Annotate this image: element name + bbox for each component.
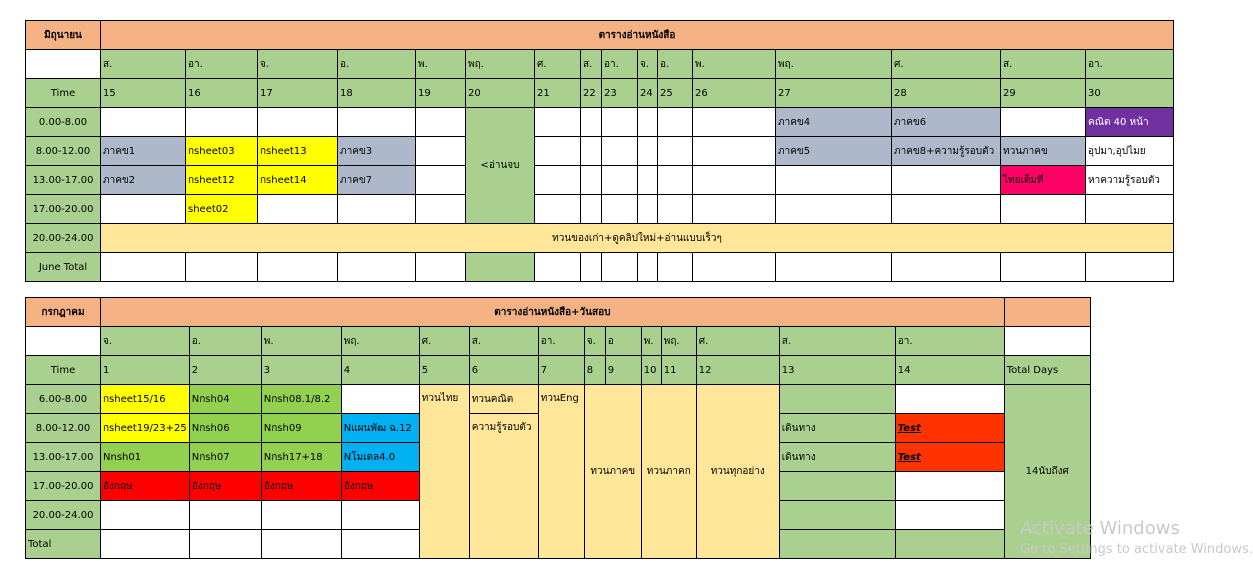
blank-cell — [1004, 327, 1090, 356]
schedule-cell[interactable] — [581, 108, 602, 137]
schedule-cell[interactable] — [535, 166, 581, 195]
time-slot-label: 17.00-20.00 — [26, 472, 101, 501]
day-cell: อา. — [895, 327, 1004, 356]
schedule-cell[interactable]: กsheet15/16 — [101, 385, 190, 414]
test-label: Test — [897, 451, 921, 463]
date-cell: 2 — [189, 356, 261, 385]
activate-windows-watermark: Activate Windows — [1020, 518, 1180, 539]
schedule-cell[interactable]: ไทยเต็มที่ — [1001, 166, 1086, 195]
july-schedule-table — [25, 297, 1091, 559]
time-slot-label: 17.00-20.00 — [26, 195, 101, 224]
schedule-cell[interactable]: ภาคข2 — [101, 166, 186, 195]
total-cell[interactable] — [779, 530, 895, 559]
schedule-cell[interactable] — [638, 166, 658, 195]
month-label: มิถุนายน — [26, 21, 101, 50]
schedule-cell[interactable] — [779, 385, 895, 414]
schedule-cell[interactable]: Nกsh04 — [189, 385, 261, 414]
schedule-cell[interactable]: Nแผนพัฒ ฉ.12 — [341, 414, 419, 443]
table-title: ตารางอ่านหนังสือ+วันสอบ — [101, 298, 1005, 327]
schedule-cell[interactable]: ทวนภาคข — [1001, 137, 1086, 166]
total-cell[interactable] — [895, 530, 1004, 559]
schedule-cell[interactable] — [535, 137, 581, 166]
schedule-cell[interactable] — [338, 195, 416, 224]
date-cell: 1 — [101, 356, 190, 385]
schedule-cell[interactable] — [581, 137, 602, 166]
total-cell[interactable] — [466, 253, 535, 282]
day-cell: อ — [605, 327, 641, 356]
day-cell: ศ. — [696, 327, 779, 356]
date-cell: 29 — [1001, 79, 1086, 108]
schedule-cell[interactable] — [338, 108, 416, 137]
schedule-cell[interactable]: อังกฤษ — [261, 472, 341, 501]
date-cell: 3 — [261, 356, 341, 385]
june-schedule-table — [25, 20, 1174, 282]
schedule-cell[interactable] — [638, 108, 658, 137]
schedule-cell[interactable]: ภาคข6 — [892, 108, 1001, 137]
test-cell[interactable] — [895, 443, 1004, 472]
schedule-cell[interactable] — [416, 195, 466, 224]
date-cell: 6 — [469, 356, 538, 385]
schedule-cell[interactable] — [581, 166, 602, 195]
schedule-cell[interactable]: อังกฤษ — [189, 472, 261, 501]
schedule-cell[interactable] — [658, 195, 693, 224]
total-cell[interactable] — [101, 530, 190, 559]
schedule-cell[interactable] — [186, 108, 258, 137]
schedule-cell[interactable] — [258, 108, 338, 137]
day-cell: อ. — [338, 50, 416, 79]
date-cell: 13 — [779, 356, 895, 385]
total-cell[interactable] — [258, 253, 338, 282]
date-cell: 27 — [776, 79, 892, 108]
schedule-cell[interactable] — [101, 108, 186, 137]
day-cell: อ. — [658, 50, 693, 79]
date-cell: 8 — [584, 356, 605, 385]
schedule-cell[interactable]: ภาคข3 — [338, 137, 416, 166]
finish-reading-cell[interactable]: <อ่านจบ — [466, 108, 535, 224]
day-row — [26, 50, 1174, 79]
review-everything-cell[interactable]: ทวนทุกอย่าง — [696, 385, 779, 559]
schedule-cell[interactable] — [341, 385, 419, 414]
blank-cell — [26, 327, 101, 356]
schedule-cell[interactable] — [602, 166, 638, 195]
time-slot-label: 6.00-8.00 — [26, 385, 101, 414]
schedule-cell[interactable]: ภาคข5 — [776, 137, 892, 166]
day-cell: พ. — [693, 50, 776, 79]
review-part-b-cell[interactable]: ทวนภาคข — [584, 385, 641, 559]
day-cell: พฤ. — [466, 50, 535, 79]
day-cell: พ. — [261, 327, 341, 356]
schedule-cell[interactable]: ภาคข7 — [338, 166, 416, 195]
time-slot-label: 8.00-12.00 — [26, 137, 101, 166]
schedule-cell[interactable] — [258, 195, 338, 224]
date-cell: 10 — [641, 356, 661, 385]
date-cell: 5 — [419, 356, 469, 385]
schedule-cell[interactable] — [779, 472, 895, 501]
date-cell: 7 — [538, 356, 584, 385]
time-slot-label: 0.00-8.00 — [26, 108, 101, 137]
date-cell: 30 — [1086, 79, 1174, 108]
schedule-cell[interactable] — [189, 501, 261, 530]
day-cell: พฤ. — [341, 327, 419, 356]
schedule-cell[interactable] — [776, 166, 892, 195]
schedule-cell[interactable]: กsheet14 — [258, 166, 338, 195]
schedule-cell[interactable]: เดินทาง — [779, 443, 895, 472]
activate-windows-hint: Go to Settings to activate Windows. — [1020, 542, 1253, 557]
schedule-cell[interactable]: คณิต 40 หน้า — [1086, 108, 1174, 137]
date-cell: 19 — [416, 79, 466, 108]
day-cell: จ. — [584, 327, 605, 356]
schedule-cell[interactable]: Nกsh17+18 — [261, 443, 341, 472]
date-cell: 4 — [341, 356, 419, 385]
total-cell[interactable] — [658, 253, 693, 282]
schedule-cell[interactable] — [779, 501, 895, 530]
table-title: ตารางอ่านหนังสือ — [101, 21, 1174, 50]
date-cell: 12 — [696, 356, 779, 385]
schedule-cell[interactable] — [693, 137, 776, 166]
total-cell[interactable] — [602, 253, 638, 282]
time-slot-row — [26, 108, 1174, 137]
review-english-cell[interactable]: ทวนEng — [538, 385, 584, 559]
schedule-cell[interactable]: Nกsh08.1/8.2 — [261, 385, 341, 414]
total-cell[interactable] — [338, 253, 416, 282]
schedule-cell[interactable]: กsheet12 — [186, 166, 258, 195]
total-label: Total — [26, 530, 101, 559]
test-cell[interactable] — [895, 414, 1004, 443]
time-slot-row — [26, 385, 1091, 414]
schedule-cell[interactable] — [1086, 195, 1174, 224]
count-note-cell[interactable]: 14นับถึงศ — [1004, 385, 1090, 559]
schedule-cell[interactable] — [693, 108, 776, 137]
total-cell[interactable] — [416, 253, 466, 282]
review-part-a-cell[interactable]: ทวนภาคก — [641, 385, 696, 559]
schedule-cell[interactable] — [638, 195, 658, 224]
blank-cell — [26, 50, 101, 79]
date-cell: 16 — [186, 79, 258, 108]
date-row — [26, 356, 1091, 385]
schedule-cell[interactable] — [658, 137, 693, 166]
date-cell: 26 — [693, 79, 776, 108]
blank-header-cell — [1004, 298, 1090, 327]
schedule-cell[interactable]: Nnsh01 — [101, 443, 190, 472]
schedule-cell[interactable] — [602, 137, 638, 166]
schedule-cell[interactable] — [892, 166, 1001, 195]
date-cell: 20 — [466, 79, 535, 108]
day-cell: ส. — [581, 50, 602, 79]
day-row — [26, 327, 1091, 356]
schedule-cell[interactable] — [535, 108, 581, 137]
date-cell: 17 — [258, 79, 338, 108]
schedule-cell[interactable]: ภาคข1 — [101, 137, 186, 166]
schedule-cell[interactable] — [581, 195, 602, 224]
schedule-cell[interactable] — [535, 195, 581, 224]
time-slot-label: 20.00-24.00 — [26, 224, 101, 253]
date-cell: 24 — [638, 79, 658, 108]
date-row — [26, 79, 1174, 108]
total-cell[interactable] — [341, 530, 419, 559]
schedule-cell[interactable]: เดินทาง — [779, 414, 895, 443]
review-thai-cell[interactable]: ทวนไทย — [419, 385, 469, 559]
date-cell: 22 — [581, 79, 602, 108]
time-slot-label: 20.00-24.00 — [26, 501, 101, 530]
schedule-cell[interactable] — [658, 166, 693, 195]
total-cell[interactable] — [776, 253, 892, 282]
total-cell[interactable] — [186, 253, 258, 282]
total-cell[interactable] — [892, 253, 1001, 282]
schedule-cell[interactable]: Nโมเดล4.0 — [341, 443, 419, 472]
day-cell: ส. — [779, 327, 895, 356]
day-cell: พ. — [641, 327, 661, 356]
schedule-cell[interactable] — [693, 195, 776, 224]
schedule-cell[interactable] — [602, 195, 638, 224]
time-label: Time — [26, 356, 101, 385]
day-cell: อา. — [1086, 50, 1174, 79]
schedule-cell[interactable] — [693, 166, 776, 195]
total-row — [26, 253, 1174, 282]
schedule-cell[interactable] — [638, 137, 658, 166]
day-cell: ศ. — [419, 327, 469, 356]
schedule-cell[interactable] — [416, 108, 466, 137]
total-cell[interactable] — [638, 253, 658, 282]
schedule-cell[interactable] — [416, 137, 466, 166]
schedule-cell[interactable]: ทวนคณิต — [469, 385, 538, 414]
date-cell: 18 — [338, 79, 416, 108]
total-cell[interactable] — [189, 530, 261, 559]
date-cell: 15 — [101, 79, 186, 108]
schedule-cell[interactable] — [416, 166, 466, 195]
schedule-cell[interactable] — [895, 385, 1004, 414]
date-cell: 11 — [661, 356, 696, 385]
schedule-cell[interactable] — [892, 195, 1001, 224]
schedule-cell[interactable]: กsheet03 — [186, 137, 258, 166]
schedule-cell[interactable]: Nกsh07 — [189, 443, 261, 472]
day-cell: ศ. — [535, 50, 581, 79]
schedule-cell[interactable]: กsheet19/23+25 — [101, 414, 190, 443]
time-slot-label: 13.00-17.00 — [26, 443, 101, 472]
total-cell[interactable] — [101, 253, 186, 282]
day-cell: ส. — [469, 327, 538, 356]
time-slot-label: 8.00-12.00 — [26, 414, 101, 443]
total-cell[interactable] — [261, 530, 341, 559]
schedule-cell[interactable] — [602, 108, 638, 137]
test-label: Test — [897, 422, 921, 434]
schedule-cell[interactable]: ภาคข4 — [776, 108, 892, 137]
day-cell: ศ. — [892, 50, 1001, 79]
schedule-cell[interactable]: หาความรู้รอบตัว — [1086, 166, 1174, 195]
day-cell: ส. — [1001, 50, 1086, 79]
schedule-cell[interactable] — [895, 501, 1004, 530]
time-slot-row — [26, 137, 1174, 166]
schedule-cell[interactable]: อุปมา,อุปไมย — [1086, 137, 1174, 166]
day-cell: อา. — [602, 50, 638, 79]
schedule-cell[interactable] — [895, 472, 1004, 501]
schedule-cell[interactable] — [1001, 195, 1086, 224]
day-cell: อา. — [538, 327, 584, 356]
total-days-label: Total Days — [1004, 356, 1090, 385]
day-cell: พฤ. — [776, 50, 892, 79]
time-slot-row — [26, 166, 1174, 195]
general-knowledge-cell[interactable]: ความรู้รอบตัว — [469, 414, 538, 559]
day-cell: จ. — [258, 50, 338, 79]
schedule-cell[interactable] — [341, 501, 419, 530]
schedule-cell[interactable] — [1001, 108, 1086, 137]
schedule-cell[interactable] — [658, 108, 693, 137]
schedule-cell[interactable]: sheet02 — [186, 195, 258, 224]
day-cell: พ. — [416, 50, 466, 79]
time-label: Time — [26, 79, 101, 108]
schedule-cell[interactable]: อังกฤษ — [101, 472, 190, 501]
total-cell[interactable] — [1001, 253, 1086, 282]
schedule-cell[interactable]: กsheet13 — [258, 137, 338, 166]
day-cell: อา. — [186, 50, 258, 79]
schedule-cell[interactable]: Nกsh09 — [261, 414, 341, 443]
total-cell[interactable] — [693, 253, 776, 282]
schedule-cell[interactable]: Nกsh06 — [189, 414, 261, 443]
month-label: กรกฎาคม — [26, 298, 101, 327]
schedule-cell[interactable]: ภาคข8+ความรู้รอบตัว — [892, 137, 1001, 166]
day-cell: อ. — [189, 327, 261, 356]
time-slot-row — [26, 224, 1174, 253]
time-slot-row — [26, 195, 1174, 224]
day-cell: ส. — [101, 50, 186, 79]
day-cell: พฤ. — [661, 327, 696, 356]
day-cell: จ. — [638, 50, 658, 79]
evening-review-note[interactable]: ทวนของเก่า+ดูคลิปใหม่+อ่านแบบเร็วๆ — [101, 224, 1174, 253]
schedule-cell[interactable]: อังกฤษ — [341, 472, 419, 501]
schedule-cell[interactable] — [261, 501, 341, 530]
date-cell: 9 — [605, 356, 641, 385]
schedule-cell[interactable] — [101, 501, 190, 530]
total-label: June Total — [26, 253, 101, 282]
date-cell: 14 — [895, 356, 1004, 385]
time-slot-label: 13.00-17.00 — [26, 166, 101, 195]
date-cell: 21 — [535, 79, 581, 108]
date-cell: 23 — [602, 79, 638, 108]
total-cell[interactable] — [581, 253, 602, 282]
date-cell: 25 — [658, 79, 693, 108]
day-cell: จ. — [101, 327, 190, 356]
date-cell: 28 — [892, 79, 1001, 108]
total-cell[interactable] — [1086, 253, 1174, 282]
schedule-cell[interactable] — [101, 195, 186, 224]
schedule-cell[interactable] — [776, 195, 892, 224]
total-cell[interactable] — [535, 253, 581, 282]
